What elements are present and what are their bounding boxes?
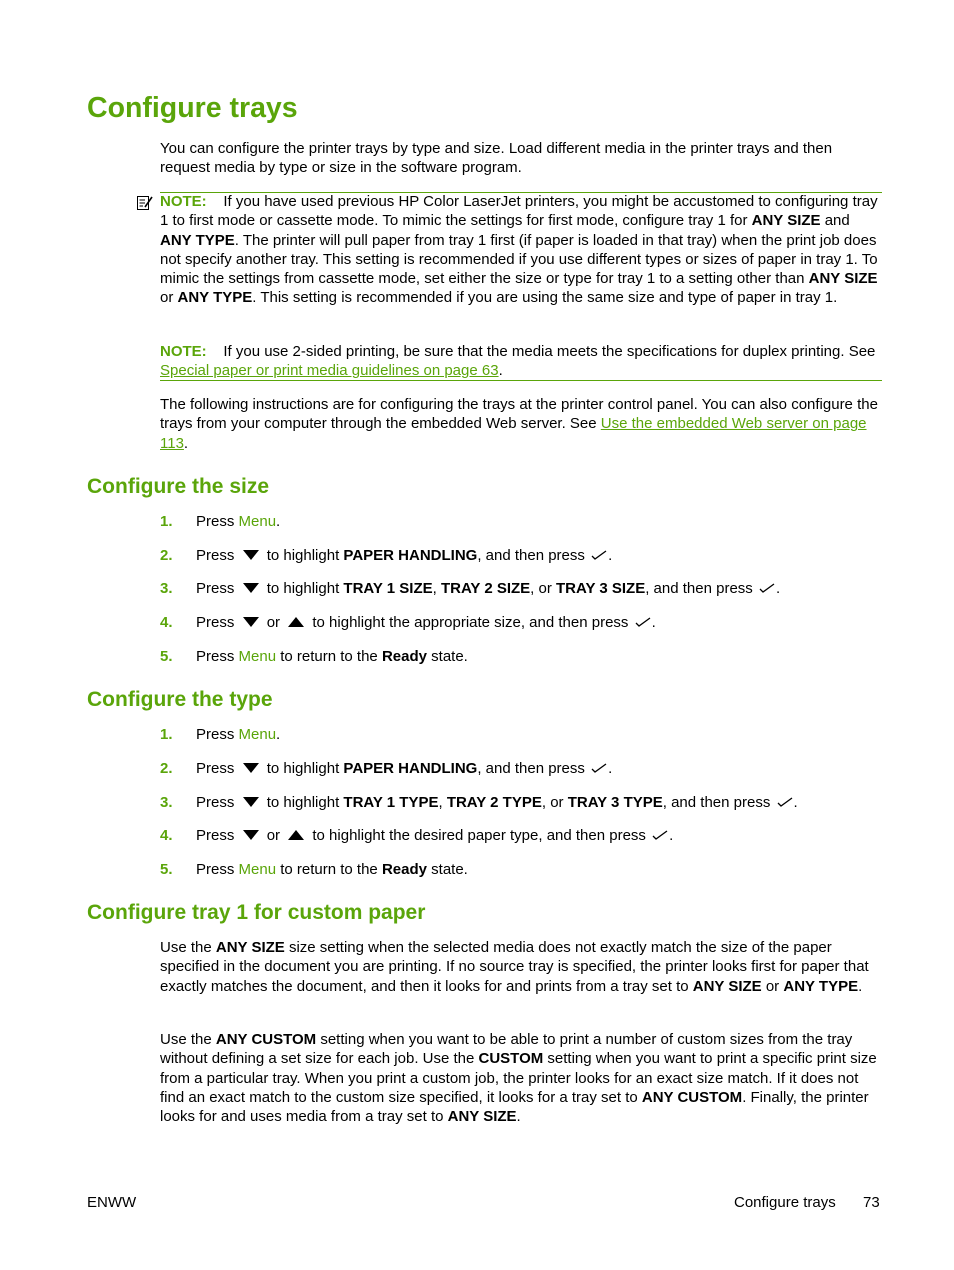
down-arrow-icon — [242, 796, 260, 808]
page-title: Configure trays — [87, 92, 298, 124]
footer-section-title: Configure trays — [734, 1194, 836, 1211]
note-1: NOTE: If you have used previous HP Color LaserJet printers, you might be accustomed to configuring tray 1 to first mode or cassette mode. To mimic the settings for first mode, configure tray 1 for ANY SIZE and ANY TYPE. The printer will pull paper from tray 1 first (if paper is loaded in that tray) when the print job does not specify another tray. This setting is recommended if you use different types or sizes of paper in tray 1. To mimic the settings from cassette mode, set either the size or type for tray 1 to a setting other than ANY SIZE or ANY TYPE. This setting is recommended if you are using the same size and type of paper in tray 1. — [160, 193, 878, 307]
down-arrow-icon — [242, 549, 260, 561]
checkmark-select-icon — [591, 550, 607, 560]
down-arrow-icon — [242, 582, 260, 594]
heading-configure-size: Configure the size — [87, 475, 270, 498]
custom-paragraph-2: Use the ANY CUSTOM setting when you want to be able to print a number of custom sizes from the tray without defining a set size for each job. Use the CUSTOM setting when you want to print a specific print size from a particular tray. When you print a custom job, the printer looks for an exact size match. If it does not find an exact match to the custom size specified, it looks for a tray set to ANY CUSTOM. Finally, the printer looks for and uses media from a tray set to ANY SIZE. — [160, 1031, 877, 1126]
note-2: NOTE: If you use 2-sided printing, be sure that the media meets the specifications for duplex printing. See Special paper or print media guidelines on page 63. — [160, 343, 876, 380]
special-paper-link[interactable]: Special paper or print media guidelines on page 63 — [160, 362, 499, 380]
down-arrow-icon — [242, 762, 260, 774]
intro-paragraph: You can configure the printer trays by type and size. Load different media in the printer trays and then request media by type or size in the software program. — [160, 140, 833, 177]
footer-left: ENWW — [87, 1194, 137, 1211]
up-arrow-icon — [287, 829, 305, 841]
up-arrow-icon — [287, 616, 305, 628]
checkmark-select-icon — [591, 763, 607, 773]
checkmark-select-icon — [759, 583, 775, 593]
menu-button-label: Menu — [238, 648, 277, 665]
note-pad-icon — [136, 194, 153, 211]
heading-configure-type: Configure the type — [87, 688, 273, 711]
note-bottom-rule — [160, 380, 882, 381]
checkmark-select-icon — [635, 617, 651, 627]
menu-button-label: Menu — [238, 513, 277, 530]
note-label: NOTE: — [160, 343, 207, 360]
menu-button-label: Menu — [238, 861, 277, 878]
custom-paragraph-1: Use the ANY SIZE size setting when the selected media does not exactly match the size of the paper specified in the document you are printing. If no source tray is specified, the printer looks first for paper that exactly matches the document, and then it looks for and prints from a tray set to ANY SIZE or ANY TYPE. — [160, 939, 869, 995]
down-arrow-icon — [242, 616, 260, 628]
checkmark-select-icon — [652, 830, 668, 840]
down-arrow-icon — [242, 829, 260, 841]
instructions-paragraph: The following instructions are for configuring the trays at the printer control panel. You can also configure the trays from your computer through the embedded Web server. See Use the embedded Web server on page 113. — [160, 396, 878, 452]
footer-page-number: 73 — [863, 1194, 880, 1211]
heading-custom-paper: Configure tray 1 for custom paper — [87, 901, 426, 924]
checkmark-select-icon — [777, 797, 793, 807]
embedded-web-server-link[interactable]: Use the embedded Web server on page 113 — [160, 415, 867, 452]
note-label: NOTE: — [160, 193, 207, 210]
menu-button-label: Menu — [238, 726, 277, 743]
